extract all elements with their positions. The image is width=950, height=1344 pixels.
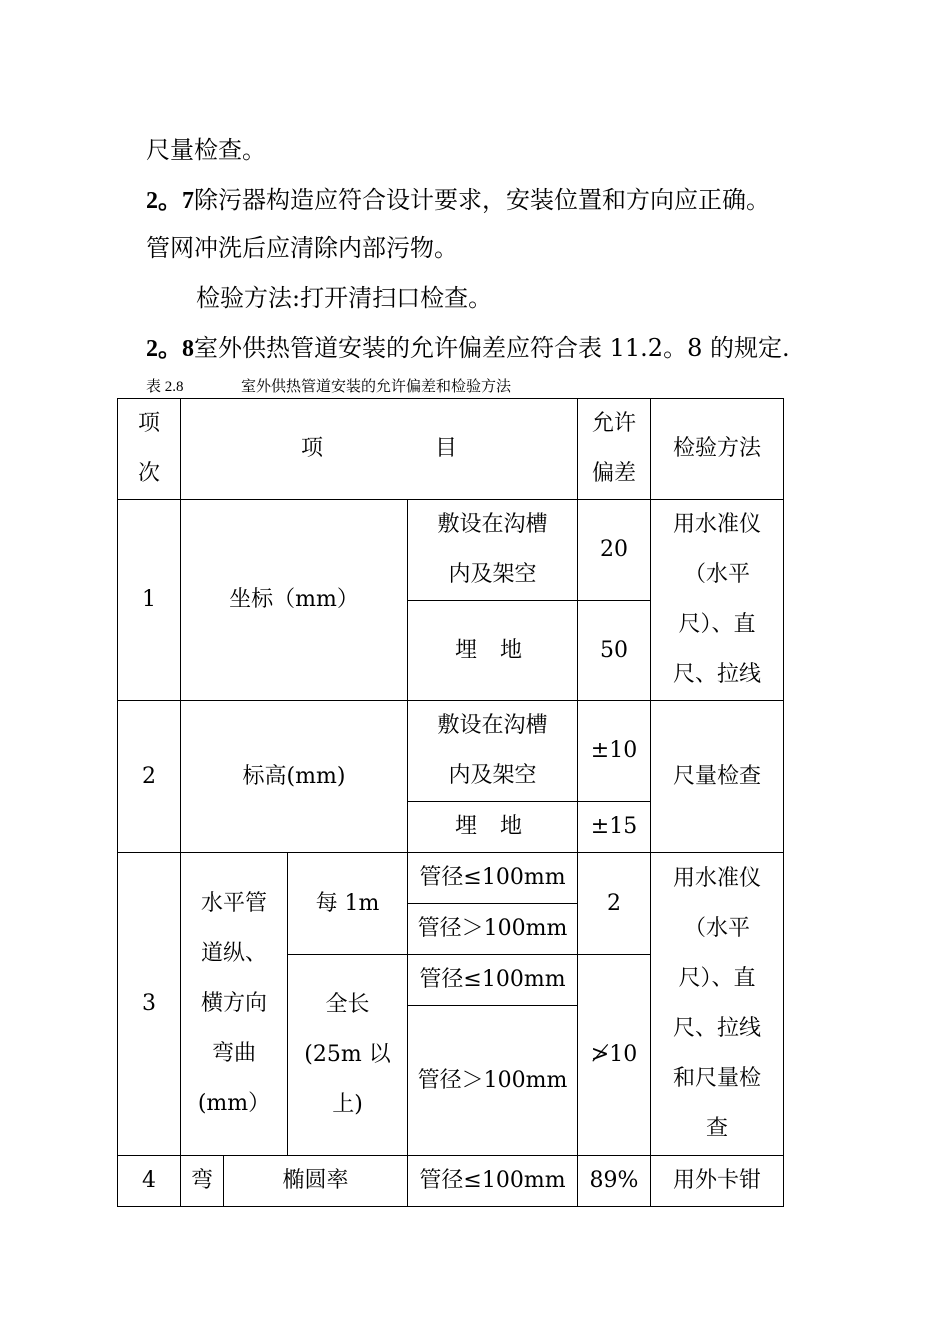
sub-item-cell: 埋 地 xyxy=(408,601,578,701)
header-text: 允许 xyxy=(591,411,636,436)
section-number: 2。8 xyxy=(146,336,194,362)
header-method: 检验方法 xyxy=(651,399,784,500)
cell-text: 内及架空 xyxy=(448,763,537,788)
header-text: 偏差 xyxy=(591,461,636,486)
paragraph-text: 尺量检查。 xyxy=(146,136,266,164)
method-cell: 用外卡钳 xyxy=(651,1156,784,1207)
sub-item-cell: 管径≤100mm xyxy=(408,853,578,904)
sub-item-cell: 管径≤100mm xyxy=(408,955,578,1006)
section-number: 2。7 xyxy=(146,188,194,214)
cell-text: 全长 xyxy=(325,992,370,1017)
cell-text: 横方向 xyxy=(200,991,267,1016)
cell-text: （水平 xyxy=(683,562,750,587)
header-item xyxy=(181,399,578,500)
cell-text: 敷设在沟槽 xyxy=(437,713,548,738)
cell-text: 查 xyxy=(705,1116,728,1141)
cell-text: 用水准仪 xyxy=(672,866,761,891)
sub-item-cell xyxy=(408,500,578,601)
deviation-cell: 50 xyxy=(578,601,651,701)
cell-text: 内及架空 xyxy=(448,562,537,587)
paragraph-text: 室外供热管道安装的允许偏差应符合表 11.2。8 的规定. xyxy=(194,334,790,362)
table-row xyxy=(118,853,784,904)
header-text: 项 xyxy=(137,411,160,436)
deviation-cell: ±10 xyxy=(578,701,651,802)
cell-text: 尺、拉线 xyxy=(672,1016,761,1041)
deviation-table xyxy=(117,398,784,1207)
cell-text: 尺）、直 xyxy=(678,612,756,637)
deviation-cell: 89% xyxy=(578,1156,651,1207)
cell-text: 道纵、 xyxy=(200,941,267,966)
paragraph-text: 管网冲洗后应清除内部污物。 xyxy=(146,234,458,262)
header-text: 目 xyxy=(435,436,458,461)
row-number: 3 xyxy=(118,853,181,1156)
cell-text: 弯曲 xyxy=(211,1041,256,1066)
sub-item-cell xyxy=(408,701,578,802)
paragraph-check-method xyxy=(146,133,266,167)
deviation-cell: ±15 xyxy=(578,802,651,853)
deviation-cell: 2 xyxy=(578,853,651,955)
sub-item-cell: 管径＞100mm xyxy=(408,904,578,955)
item-cell: 椭圆率 xyxy=(224,1156,408,1207)
deviation-cell: 20 xyxy=(578,500,651,601)
method-cell xyxy=(651,500,784,701)
cell-text: （水平 xyxy=(683,916,750,941)
cell-text: 尺）、直 xyxy=(678,966,756,991)
row-number: 4 xyxy=(118,1156,181,1207)
caption-title: 室外供热管道安装的允许偏差和检验方法 xyxy=(241,379,512,395)
row-number: 2 xyxy=(118,701,181,853)
paragraph-text: 检验方法:打开清扫口检查。 xyxy=(196,284,493,312)
per-meter-cell: 每 1m xyxy=(288,853,408,955)
paragraph-flush xyxy=(146,231,458,265)
table-row xyxy=(118,1156,784,1207)
item-cell xyxy=(181,853,288,1156)
sub-item-cell: 埋 地 xyxy=(408,802,578,853)
paragraph-2-8 xyxy=(146,331,790,366)
method-cell xyxy=(651,853,784,1156)
header-text: 项 xyxy=(300,436,323,461)
sub-item-cell: 管径≤100mm xyxy=(408,1156,578,1207)
deviation-cell: ≯10 xyxy=(578,955,651,1156)
cell-text: 敷设在沟槽 xyxy=(437,512,548,537)
paragraph-inspection xyxy=(196,281,492,315)
cell-text: 和尺量检 xyxy=(672,1066,761,1091)
sub-item-cell: 管径＞100mm xyxy=(408,1006,578,1156)
cell-text: 尺、拉线 xyxy=(672,662,761,687)
item-cell: 弯 xyxy=(181,1156,224,1207)
paragraph-2-7 xyxy=(146,183,770,218)
table-row xyxy=(118,701,784,802)
cell-text: 水平管 xyxy=(200,891,267,916)
table-header-row xyxy=(118,399,784,500)
table-caption xyxy=(146,375,512,396)
paragraph-text: 除污器构造应符合设计要求，安装位置和方向应正确。 xyxy=(194,186,770,214)
table-row xyxy=(118,500,784,601)
item-cell: 标高(mm) xyxy=(181,701,408,853)
row-number: 1 xyxy=(118,500,181,701)
cell-text: (25m 以 xyxy=(304,1042,391,1067)
header-deviation xyxy=(578,399,651,500)
method-cell: 尺量检查 xyxy=(651,701,784,853)
cell-text: (mm） xyxy=(197,1091,271,1116)
header-no xyxy=(118,399,181,500)
item-cell: 坐标（mm） xyxy=(181,500,408,701)
header-text: 次 xyxy=(137,461,160,486)
full-length-cell xyxy=(288,955,408,1156)
cell-text: 上) xyxy=(332,1092,363,1117)
caption-label: 表 2.8 xyxy=(146,379,184,395)
cell-text: 用水准仪 xyxy=(672,512,761,537)
